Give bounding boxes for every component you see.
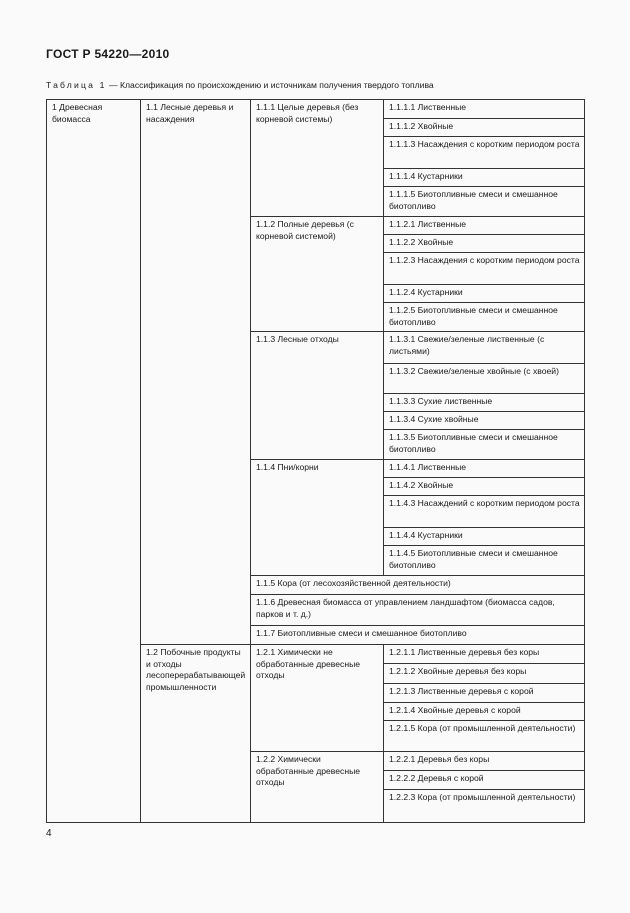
level4-text: 1.1.1.5 Биотопливные смеси и смешанное биотопливо	[389, 189, 558, 211]
level4-cell	[384, 460, 585, 478]
level3-text: 1.2.1 Химически не обработанные древесные отходы	[256, 647, 361, 680]
level4-text: 1.1.2.3 Насаждения с коротким периодом роста	[389, 255, 580, 265]
level4-cell	[384, 394, 585, 412]
level3-cell	[251, 332, 384, 460]
level4-cell	[384, 235, 585, 253]
level4-text: 1.2.2.2 Деревья с корой	[389, 773, 484, 783]
level4-text: 1.1.3.4 Сухие хвойные	[389, 414, 479, 424]
level4-text: 1.1.3.1 Свежие/зеленые лиственные (с листьями)	[389, 334, 545, 356]
level2-cell	[141, 100, 251, 645]
level4-cell	[384, 771, 585, 790]
level3-text: 1.1.1 Целые деревья (без корневой системы)	[256, 102, 359, 124]
level4-cell	[384, 645, 585, 664]
level4-text: 1.1.2.2 Хвойные	[389, 237, 454, 247]
level4-cell	[384, 790, 585, 823]
level1-cell	[47, 100, 141, 823]
level4-cell	[384, 169, 585, 187]
level2-text: 1.2 Побочные продукты и отходы лесоперерабатывающей промышленности	[146, 647, 246, 692]
level4-text: 1.1.2.5 Биотопливные смеси и смешанное биотопливо	[389, 305, 558, 327]
level3-text: 1.1.4 Пни/корни	[256, 462, 319, 472]
level4-text: 1.1.3.2 Свежие/зеленые хвойные (с хвоей)	[389, 366, 559, 376]
level4-text: 1.2.1.1 Лиственные деревья без коры	[389, 647, 540, 657]
level4-cell	[384, 430, 585, 460]
level3-wide-cell	[251, 595, 585, 626]
level3-cell	[251, 100, 384, 217]
level3-cell	[251, 645, 384, 752]
level3-cell	[251, 460, 384, 576]
level4-text: 1.1.1.1 Лиственные	[389, 102, 467, 112]
level4-text: 1.1.4.5 Биотопливные смеси и смешанное биотопливо	[389, 548, 558, 570]
level3-text: 1.2.2 Химически обработанные древесные отходы	[256, 754, 361, 787]
level4-text: 1.2.1.2 Хвойные деревья без коры	[389, 666, 527, 676]
level4-text: 1.2.2.1 Деревья без коры	[389, 754, 490, 764]
level4-text: 1.2.1.3 Лиственные деревья с корой	[389, 686, 534, 696]
table-row	[47, 100, 585, 119]
table-caption-label: Таблица 1	[46, 80, 107, 90]
level4-cell	[384, 332, 585, 364]
level4-cell	[384, 364, 585, 394]
level3-text: 1.1.5 Кора (от лесохозяйственной деятельности)	[256, 578, 451, 588]
level4-cell	[384, 752, 585, 771]
level4-text: 1.1.3.3 Сухие лиственные	[389, 396, 493, 406]
level4-text: 1.1.4.2 Хвойные	[389, 480, 454, 490]
level4-text: 1.1.4.4 Кустарники	[389, 530, 463, 540]
level4-cell	[384, 100, 585, 119]
level3-cell	[251, 217, 384, 332]
level4-cell	[384, 478, 585, 496]
level4-cell	[384, 137, 585, 169]
page-number: 4	[46, 828, 52, 839]
level4-text: 1.1.1.4 Кустарники	[389, 171, 463, 181]
level4-cell	[384, 119, 585, 137]
level4-text: 1.1.3.5 Биотопливные смеси и смешанное биотопливо	[389, 432, 558, 454]
level4-text: 1.1.1.2 Хвойные	[389, 121, 454, 131]
level3-wide-cell	[251, 576, 585, 595]
level4-text: 1.1.2.1 Лиственные	[389, 219, 467, 229]
classification-table	[46, 99, 585, 823]
table-caption-text: — Классификация по происхождению и источникам получения твердого топлива	[106, 80, 434, 90]
level4-text: 1.1.2.4 Кустарники	[389, 287, 463, 297]
level3-cell	[251, 752, 384, 823]
level4-cell	[384, 412, 585, 430]
document-header: ГОСТ Р 54220—2010	[46, 47, 170, 61]
level4-text: 1.1.4.1 Лиственные	[389, 462, 467, 472]
level3-text: 1.1.7 Биотопливные смеси и смешанное биотопливо	[256, 628, 467, 638]
table-caption	[46, 80, 434, 90]
level3-text: 1.1.3 Лесные отходы	[256, 334, 339, 344]
level4-cell	[384, 546, 585, 576]
level4-cell	[384, 703, 585, 721]
level4-cell	[384, 303, 585, 332]
level4-text: 1.2.1.5 Кора (от промышленной деятельности)	[389, 723, 576, 733]
level3-text: 1.1.6 Древесная биомасса от управлением ландшафтом (биомасса садов, парков и т. д.)	[256, 597, 555, 619]
level4-cell	[384, 684, 585, 703]
level3-text: 1.1.2 Полные деревья (с корневой системой)	[256, 219, 354, 241]
level4-text: 1.1.4.3 Насаждений с коротким периодом роста	[389, 498, 580, 508]
level4-cell	[384, 187, 585, 217]
level4-cell	[384, 285, 585, 303]
level4-cell	[384, 721, 585, 752]
level4-cell	[384, 217, 585, 235]
level4-text: 1.2.2.3 Кора (от промышленной деятельности)	[389, 792, 576, 802]
level4-cell	[384, 496, 585, 528]
level4-cell	[384, 528, 585, 546]
level2-text: 1.1 Лесные деревья и насаждения	[146, 102, 234, 124]
level3-wide-cell	[251, 626, 585, 645]
level4-cell	[384, 253, 585, 285]
level4-text: 1.2.1.4 Хвойные деревья с корой	[389, 705, 521, 715]
level4-cell	[384, 664, 585, 684]
level4-text: 1.1.1.3 Насаждения с коротким периодом роста	[389, 139, 580, 149]
level2-cell	[141, 645, 251, 823]
level1-text: 1 Древесная биомасса	[52, 102, 103, 124]
